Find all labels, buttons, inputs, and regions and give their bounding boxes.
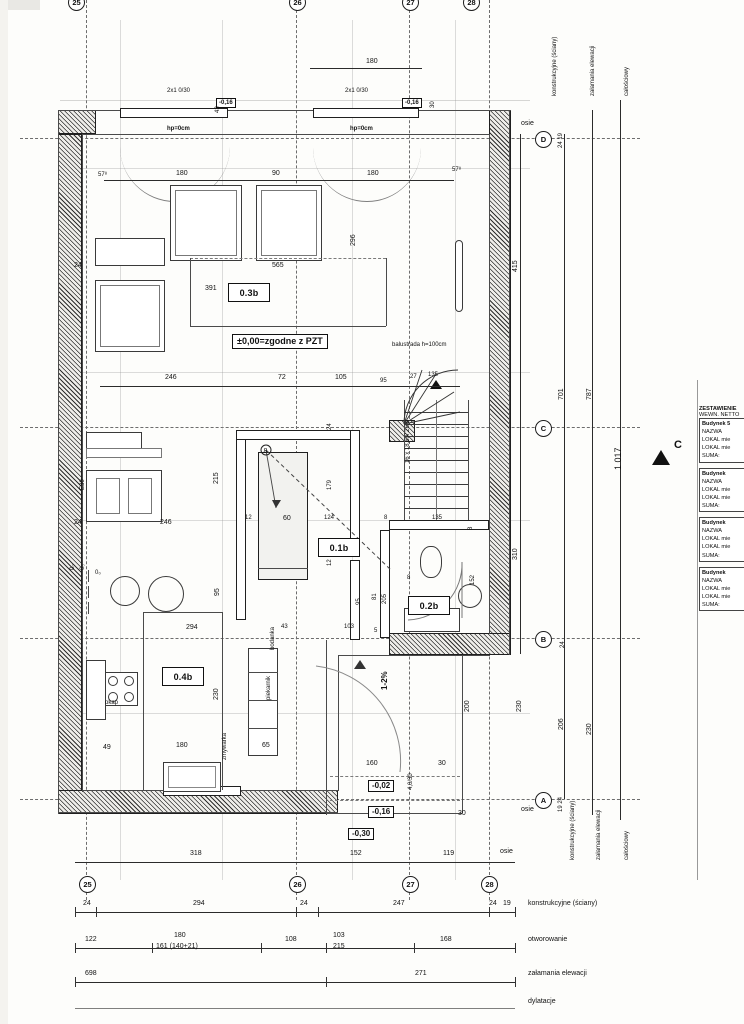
dim-95-a: 95	[380, 378, 387, 384]
wall-east	[489, 110, 511, 655]
dim-tick	[75, 943, 76, 953]
furniture-chair	[128, 478, 152, 514]
dim-tick	[75, 907, 76, 917]
wall-mark	[88, 570, 89, 582]
dim-line-bottom-2	[75, 948, 515, 949]
dim-line-right-c	[592, 110, 593, 815]
bottom-dim-konstr-24c: 24	[489, 900, 497, 907]
dim-8-c: 8	[407, 575, 411, 581]
right-caption-konstrukcyjne-2: konstrukcyjne (ściany)	[570, 800, 576, 860]
grid-line	[455, 20, 456, 880]
legend-block-1-line-2: LOKAL mie	[702, 445, 731, 452]
dim-tick	[326, 943, 327, 953]
legend-block-2-title: Budynek	[702, 470, 726, 477]
legend-block-1-line-0: NAZWA	[702, 429, 722, 436]
dim-296: 296	[350, 234, 357, 246]
dim-391: 391	[205, 285, 217, 292]
level-tag-0-16: -0,16	[368, 806, 394, 818]
grid-line	[60, 713, 530, 714]
axis-marker-top-28: 28	[463, 0, 480, 11]
dim-tick	[515, 907, 516, 917]
dim-8-a: 8	[384, 515, 388, 521]
dim-line-bottom-3	[75, 982, 515, 983]
room-code-0-1b: 0.1b	[318, 538, 360, 557]
bottom-dim-konstr-24b: 24	[300, 900, 308, 907]
furniture-chair	[96, 478, 120, 514]
bottom-dim-konstr-294: 294	[193, 900, 205, 907]
dim-12-a: 12	[245, 515, 252, 521]
label-piekarnik: piekarnik	[266, 675, 272, 700]
svg-text:8: 8	[263, 448, 268, 455]
dim-line-right-a	[520, 134, 521, 654]
section-marker-label: C	[674, 439, 682, 451]
dim-tick	[414, 943, 415, 953]
wall-mark	[88, 602, 89, 614]
room-code-0-3b: 0.3b	[228, 283, 270, 302]
legend-block-2-line-1: LOKAL mie	[702, 486, 731, 493]
grid-line	[60, 100, 530, 101]
axis-marker-C: C	[535, 420, 552, 437]
window-tag-left-offset: -0,16	[216, 98, 236, 108]
label-0-mark-2: 0₀	[70, 564, 76, 570]
legend-block-2-line-0: NAZWA	[702, 478, 722, 485]
pantry-shelf	[248, 700, 278, 701]
bottom-dim-otw-103: 103	[333, 932, 345, 939]
dim-19-24-bottom: 19 24	[558, 796, 564, 812]
dim-tick	[152, 943, 153, 953]
dim-180-bottom: 180	[176, 742, 188, 749]
furniture-sink	[86, 660, 106, 720]
dim-246-a: 246	[165, 374, 177, 381]
stair-note: 16 x 18,69/ 26,9	[405, 420, 411, 464]
dim-line-bottom-4	[75, 1008, 515, 1009]
furniture-round-table-2	[148, 576, 184, 612]
axis-marker-A: A	[535, 792, 552, 809]
axis-marker-bottom-28: 28	[481, 876, 498, 893]
dim-49: 49	[103, 744, 111, 751]
dim-103: 103	[344, 624, 355, 630]
dim-30-b: 30	[458, 810, 466, 817]
dim-tick	[515, 977, 516, 987]
dim-565: 565	[272, 262, 284, 269]
bottom-dim-konstr-19: 19	[503, 900, 511, 907]
dim-tick	[515, 943, 516, 953]
window-tag-right-label: 2x1 0/30	[345, 88, 369, 94]
bottom-dim-zal-698: 698	[85, 970, 97, 977]
kitchen-partition-right	[222, 612, 223, 790]
dim-90: 90	[272, 170, 280, 177]
furniture-armchair-inner	[100, 285, 160, 347]
window-tag-left-sill: hp=0cm	[167, 126, 190, 132]
furniture-cabinet	[95, 238, 165, 266]
legend-block-3-line-0: NAZWA	[702, 528, 722, 535]
right-caption-zalamania: załamania elewacji	[590, 45, 596, 96]
dim-230-col: 230	[586, 723, 593, 735]
legend-title: ZESTAWIENIE	[699, 406, 737, 412]
dim-180-left: 180	[176, 170, 188, 177]
label-0-mark: 0₀	[95, 570, 101, 576]
osie-label-bottom: osie	[521, 806, 534, 813]
dim-310: 310	[512, 548, 519, 560]
dim-24-mid: 24	[560, 641, 566, 648]
outline-outer-south	[58, 812, 338, 813]
dim-24-west-2: 24	[74, 519, 82, 526]
bottom-dim-konstr-247: 247	[393, 900, 405, 907]
dim-57-left: 57⁸	[98, 172, 108, 178]
dim-line-top	[310, 68, 422, 69]
room-dash-c	[190, 326, 386, 327]
bottom-dim-otw-168: 168	[440, 936, 452, 943]
dim-701: 701	[558, 388, 565, 400]
label-0-mark-3: 0₀	[80, 564, 86, 570]
dim-24-19-top: 24 19	[558, 132, 564, 148]
furniture-round-table	[110, 576, 140, 606]
dim-tick	[489, 907, 490, 917]
dim-line-row2	[100, 386, 460, 387]
outline-outer-west	[58, 110, 59, 814]
dim-135-a: 135	[428, 372, 439, 378]
pantry-shelf	[248, 672, 278, 673]
osie-label-top: osie	[521, 120, 534, 127]
terrace-dash	[330, 800, 460, 801]
dim-105: 105	[335, 374, 347, 381]
label-4-0-30: 4,0/30	[408, 773, 414, 790]
dim-152-bottom: 152	[350, 850, 362, 857]
bottom-row-label-zalamania: załamania elewacji	[528, 970, 587, 977]
pantry-shelf	[248, 728, 278, 729]
dim-787: 787	[586, 388, 593, 400]
dim-206: 206	[558, 718, 565, 730]
bottom-row-label-konstrukcyjne: konstrukcyjne (ściany)	[528, 900, 598, 907]
wall-mark	[88, 586, 89, 598]
dim-8-b: 8	[468, 526, 474, 530]
outline-outer-east	[509, 110, 510, 655]
label-E30: E30	[80, 479, 86, 490]
dim-135-b: 135	[432, 515, 443, 521]
legend-block-4-line-2: LOKAL mie	[702, 593, 731, 600]
dim-tick	[96, 907, 97, 917]
dim-180-right: 180	[367, 170, 379, 177]
label-bodanka: bodanka	[270, 626, 276, 650]
bottom-dim-konstr-24a: 24	[83, 900, 91, 907]
furniture-counter	[86, 448, 162, 458]
bottom-dim-otw-108: 108	[285, 936, 297, 943]
legend-divider	[697, 380, 698, 880]
dim-119: 119	[443, 850, 455, 857]
slope-note: 1-2%	[380, 671, 389, 690]
axis-marker-D: D	[535, 131, 552, 148]
dim-27: 27	[410, 374, 417, 380]
axis-marker-bottom-26: 26	[289, 876, 306, 893]
furniture-sofa-inner	[175, 190, 237, 256]
furniture-kitchen-bottom-inner	[168, 766, 216, 788]
stove-burner	[124, 676, 134, 686]
room-code-0-4b: 0.4b	[162, 667, 204, 686]
stove-burner	[124, 692, 134, 702]
bottom-row-label-dylatacje: dylatacje	[528, 998, 556, 1005]
entry-door-arc	[300, 660, 410, 790]
dim-tick	[261, 943, 262, 953]
dim-line-bottom-1	[75, 912, 515, 913]
axis-marker-top-27: 27	[402, 0, 419, 11]
dim-57-right: 57⁸	[452, 167, 462, 173]
window-north-left	[120, 108, 228, 118]
legend-block-3-line-2: LOKAL mie	[702, 544, 731, 551]
dim-tick	[318, 907, 319, 917]
dim-30-a: 30	[438, 760, 446, 767]
legend-block-3-line-3: SUMA:	[702, 552, 720, 559]
dim-124: 124	[324, 515, 335, 521]
legend-block-4-line-3: SUMA:	[702, 602, 720, 609]
axis-marker-top-26: 26	[289, 0, 306, 11]
dim-415: 415	[512, 260, 519, 272]
bottom-dim-zal-271: 271	[415, 970, 427, 977]
dim-215: 215	[213, 472, 220, 484]
bottom-dim-otw-161: 161 (140+21)	[156, 943, 198, 950]
furniture-table-inner	[261, 190, 317, 256]
legend-block-1-title: Budynek 5	[702, 421, 731, 427]
bottom-dim-otw-122: 122	[85, 936, 97, 943]
legend-block-4-line-0: NAZWA	[702, 577, 722, 584]
dim-24-hall: 24	[327, 423, 333, 430]
room-dash-b	[190, 258, 191, 326]
dim-179: 179	[327, 479, 333, 490]
stove-burner	[108, 676, 118, 686]
legend-block-2-line-3: SUMA:	[702, 502, 720, 509]
legend-block-3	[699, 517, 744, 562]
legend-block-4-title: Budynek	[702, 569, 726, 576]
dim-24-west: 24	[74, 262, 82, 269]
bottom-dim-otw-215: 215	[333, 943, 345, 950]
right-caption-calosciowy: całościowy	[624, 66, 630, 96]
dim-line-bottom-0	[75, 862, 515, 863]
dim-60: 60	[283, 515, 291, 522]
page-edge-left	[0, 0, 8, 1024]
dim-160: 160	[366, 760, 378, 767]
dim-tick	[296, 907, 297, 917]
dim-200: 200	[464, 700, 471, 712]
wall-south-east	[389, 633, 511, 655]
window-tag-left-label: 2x1 0/30	[167, 88, 191, 94]
dim-65: 65	[262, 742, 270, 749]
label-zmywarka: zmywarka	[222, 732, 228, 760]
label-okap: okap	[105, 700, 119, 706]
axis-marker-top-25: 25	[68, 0, 85, 11]
bottom-dim-otw-180: 180	[174, 932, 186, 939]
dim-230: 230	[213, 688, 220, 700]
legend-block-2	[699, 468, 744, 513]
dim-1017: 1 017	[613, 447, 623, 470]
legend-block-1	[699, 418, 744, 463]
kitchen-partition-top	[143, 612, 223, 613]
kitchen-partition	[143, 612, 144, 790]
dim-43-b: 43	[281, 624, 288, 630]
dim-230-right: 230	[516, 700, 523, 712]
furniture-radiator	[455, 240, 463, 312]
bottom-row-label-otworowanie: otworowanie	[528, 936, 568, 943]
stair-direction-arrow	[430, 380, 442, 389]
room-dash-a	[190, 258, 386, 259]
dim-72: 72	[278, 374, 286, 381]
dim-318: 318	[190, 850, 202, 857]
level-note: ±0,00=zgodne z PZT	[232, 334, 328, 349]
dim-246-b: 246	[160, 519, 172, 526]
dim-95-c: 95	[214, 588, 221, 596]
legend-block-1-line-3: SUMA:	[702, 453, 720, 460]
legend-subtitle: WEWN. NETTO	[699, 412, 740, 418]
outline-east-inner	[489, 134, 490, 634]
entry-direction-arrow	[354, 660, 366, 669]
legend-panel	[699, 406, 744, 616]
terrace-edge-right	[462, 655, 463, 813]
furniture-pantry	[248, 648, 278, 756]
legend-block-3-title: Budynek	[702, 520, 726, 527]
window-tag-right-sill: hp=0cm	[350, 126, 373, 132]
dim-294: 294	[186, 624, 198, 631]
dim-tick	[326, 977, 327, 987]
dim-205: 205	[382, 593, 388, 604]
dim-top-180: 180	[366, 58, 378, 65]
axis-marker-bottom-27: 27	[402, 876, 419, 893]
window-north-right	[313, 108, 419, 118]
diagonal-dashed-line	[236, 430, 416, 630]
window-dim-30: 30	[430, 101, 436, 108]
wall-corner-nw	[58, 110, 96, 134]
legend-block-1-line-1: LOKAL mie	[702, 437, 731, 444]
outline-terrace-north	[338, 655, 490, 656]
room-code-0-2b: 0.2b	[408, 596, 450, 615]
dim-line-right-b	[564, 134, 565, 799]
right-caption-zalamania-2: załamania elewacji	[596, 809, 602, 860]
balustrade-note: balustrada h=100cm	[392, 342, 447, 348]
legend-block-4	[699, 567, 744, 612]
outline-west-inner	[82, 134, 83, 792]
wall-west	[58, 134, 82, 814]
dim-line-row1	[104, 180, 454, 181]
axis-marker-B: B	[535, 631, 552, 648]
section-marker-triangle	[652, 450, 670, 465]
dim-tick	[75, 977, 76, 987]
legend-block-4-line-1: LOKAL mie	[702, 585, 731, 592]
level-tag-0-30: -0,30	[348, 828, 374, 840]
dim-81: 81	[372, 593, 378, 600]
osie-label-bottom2: osie	[500, 848, 513, 855]
axis-marker-bottom-25: 25	[79, 876, 96, 893]
legend-block-2-line-2: LOKAL mie	[702, 494, 731, 501]
room-dash-d	[386, 258, 387, 326]
level-tag-0-02: -0,02	[368, 780, 394, 792]
window-dim-43: 43	[215, 106, 221, 113]
dim-152: 152	[470, 574, 476, 585]
right-caption-konstrukcyjne: konstrukcyjne (ściany)	[552, 36, 558, 96]
dim-5: 5	[374, 628, 378, 634]
right-caption-calosciowy-2: całościowy	[624, 830, 630, 860]
legend-block-3-line-1: LOKAL mie	[702, 536, 731, 543]
dim-12-b: 12	[327, 559, 333, 566]
window-tag-right-offset: -0,16	[402, 98, 422, 108]
dim-95-b: 95	[356, 598, 362, 605]
